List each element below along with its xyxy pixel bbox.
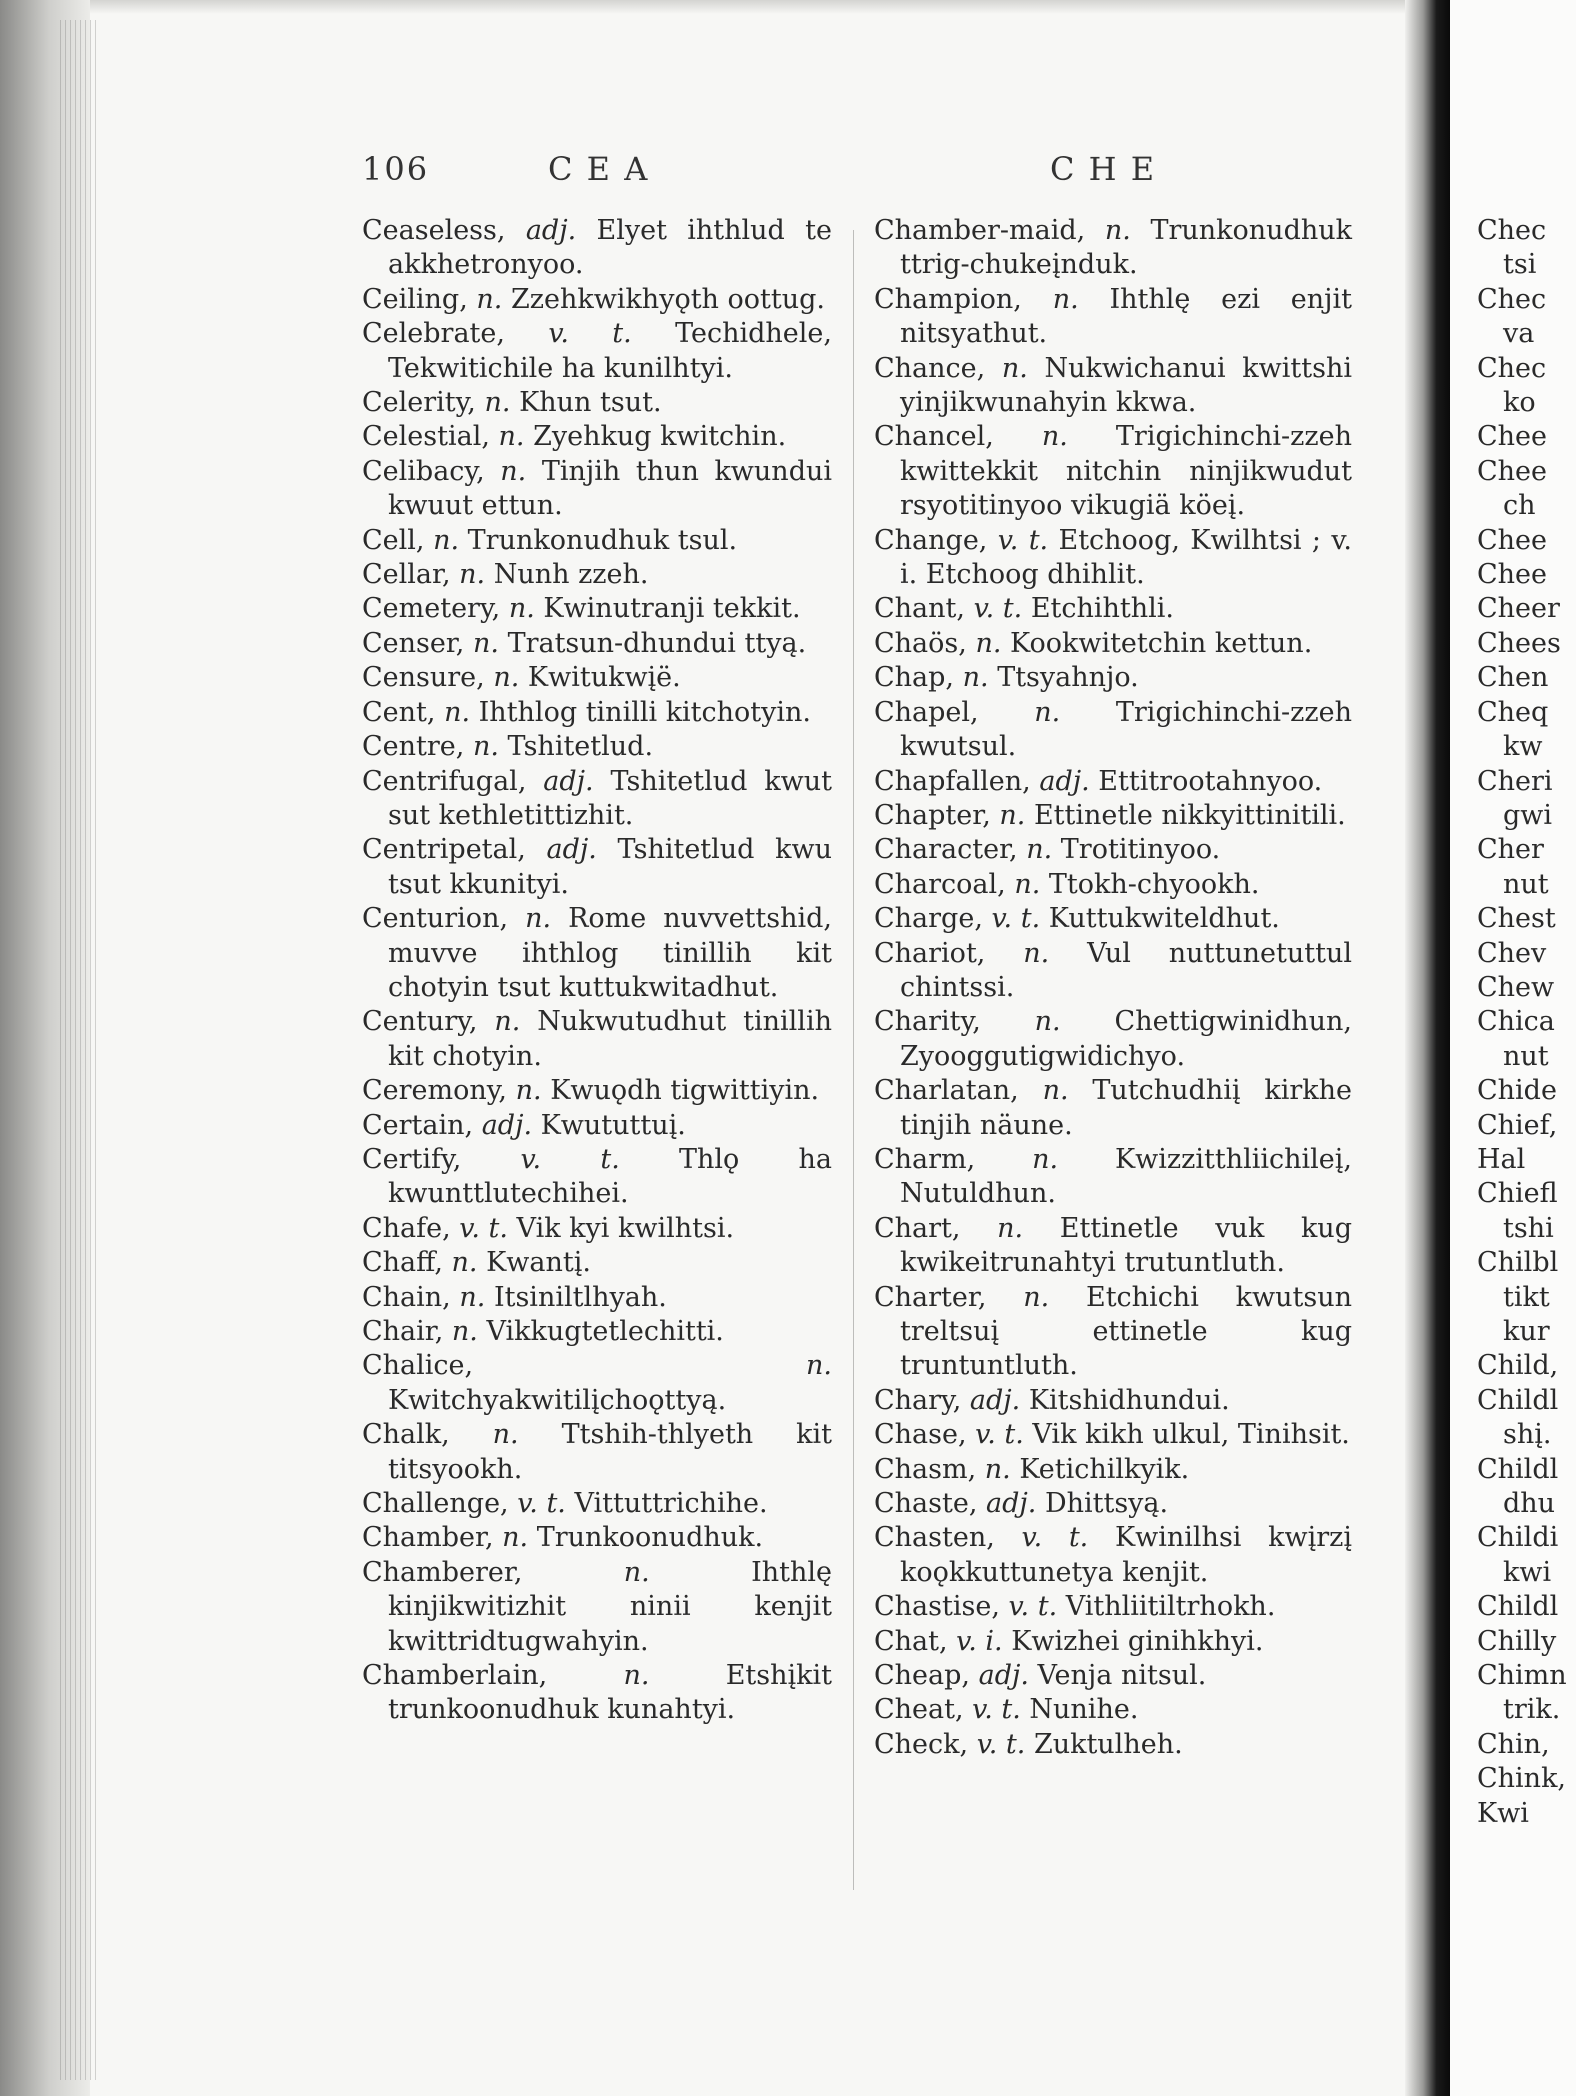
entry-headword: Champion, xyxy=(874,283,1022,315)
entry-fragment: Chec xyxy=(1477,283,1547,315)
entry-definition: Nunihe. xyxy=(1029,1694,1139,1726)
entry-part-of-speech: n. xyxy=(459,559,486,591)
entry-part-of-speech: v. t. xyxy=(997,524,1049,556)
entry-definition: Ettinetle nikkyittinitili. xyxy=(1033,799,1346,831)
entry-headword: Cent, xyxy=(362,696,436,728)
dictionary-entry xyxy=(874,902,1352,936)
entry-part-of-speech: n. xyxy=(1104,215,1131,246)
entry-definition: Elyet ihthlud te akkhetronyoo. xyxy=(388,215,832,281)
entry-part-of-speech: n. xyxy=(484,387,511,419)
dictionary-entry xyxy=(362,1487,832,1521)
entry-definition: Kitshidhundui. xyxy=(1028,1384,1230,1416)
entry-part-of-speech: v. t. xyxy=(459,1212,508,1244)
entry-part-of-speech: adj. xyxy=(1039,765,1090,797)
dictionary-entry xyxy=(874,1074,1352,1143)
entry-part-of-speech: v. t. xyxy=(1021,1522,1089,1554)
entry-definition: Trigichinchi-zzeh kwittekkit nitchin ninjikwudut rsyotitinyoo vikugiä köeį. xyxy=(900,421,1352,522)
entry-part-of-speech: n. xyxy=(525,903,552,935)
entry-fragment: Hal xyxy=(1477,1143,1526,1175)
entry-fragment: Chec xyxy=(1477,215,1547,246)
entry-headword: Celestial, xyxy=(362,421,490,453)
entry-definition: Ttokh-chyookh. xyxy=(1048,868,1260,900)
entry-fragment: Chiefl xyxy=(1477,1178,1558,1210)
dictionary-entry xyxy=(874,765,1352,799)
dictionary-entry xyxy=(362,558,832,592)
entry-definition: Kwinutranji tekkit. xyxy=(543,593,801,625)
entry-fragment: Chee xyxy=(1477,421,1548,453)
entry-fragment: Chen xyxy=(1477,662,1549,694)
entry-part-of-speech: adj. xyxy=(543,765,594,797)
entry-fragment: Chev xyxy=(1477,937,1547,969)
dictionary-entry xyxy=(362,627,832,661)
entry-definition: Kookwitetchin kettun. xyxy=(1010,627,1313,659)
entry-definition: Techidhele, Tekwitichile ha kunilhtyi. xyxy=(388,318,832,384)
dictionary-entry xyxy=(874,1005,1352,1074)
dictionary-entry xyxy=(874,1728,1352,1762)
entry-headword: Charcoal, xyxy=(874,868,1006,900)
entry-definition: Venja nitsul. xyxy=(1037,1660,1207,1692)
entry-fragment: Kwi xyxy=(1477,1797,1529,1829)
entry-headword: Chaff, xyxy=(362,1247,443,1279)
entry-part-of-speech: n. xyxy=(1034,696,1061,728)
entry-headword: Chart, xyxy=(874,1212,961,1244)
dictionary-entry xyxy=(874,283,1352,352)
dictionary-entry xyxy=(874,1659,1352,1693)
entry-part-of-speech: v. t. xyxy=(973,593,1023,625)
right-page-fragment-column xyxy=(1477,214,1576,1831)
entry-part-of-speech: n. xyxy=(623,1556,650,1588)
entry-definition: Kwizhei ginihkhyi. xyxy=(1011,1625,1264,1657)
entry-definition: Vikkugtetlechitti. xyxy=(486,1316,724,1347)
entry-part-of-speech: n. xyxy=(451,1316,478,1347)
dictionary-entry xyxy=(362,317,832,386)
entry-headword: Charlatan, xyxy=(874,1075,1019,1107)
entry-definition: Ttshih-thlyeth kit titsyookh. xyxy=(388,1419,832,1485)
dictionary-entry xyxy=(362,902,832,1005)
entry-headword: Censure, xyxy=(362,662,485,694)
entry-fragment: Chee xyxy=(1477,559,1548,591)
entry-headword: Chase, xyxy=(874,1419,967,1451)
dictionary-entry xyxy=(874,524,1352,593)
entry-definition: Etchoog, Kwilhtsi ; v. i. Etchoog dhihlit. xyxy=(900,524,1352,591)
dictionary-entry xyxy=(362,765,832,834)
entry-part-of-speech: n. xyxy=(500,455,527,487)
entry-definition: Vithliitiltrhokh. xyxy=(1065,1591,1276,1623)
entry-headword: Chance, xyxy=(874,352,986,384)
entry-fragment: nut xyxy=(1503,1040,1549,1072)
entry-definition: Ihthlog tinilli kitchotyin. xyxy=(478,696,812,728)
entry-part-of-speech: n. xyxy=(459,1281,486,1313)
entry-headword: Chaste, xyxy=(874,1488,978,1520)
dictionary-entry xyxy=(362,1556,832,1659)
entry-headword: Chamber, xyxy=(362,1522,494,1554)
dictionary-entry xyxy=(362,1521,832,1555)
entry-fragment: Childl xyxy=(1477,1384,1559,1416)
entry-headword: Chaös, xyxy=(874,627,967,659)
entry-headword: Cemetery, xyxy=(362,593,501,625)
entry-part-of-speech: n. xyxy=(1023,937,1050,969)
entry-part-of-speech: n. xyxy=(1034,1006,1061,1038)
dictionary-entry xyxy=(362,1418,832,1487)
entry-definition: Kwinilhsi kwįrzį koǫkkuttunetya kenjit. xyxy=(900,1522,1353,1588)
entry-headword: Centrifugal, xyxy=(362,765,527,797)
entry-part-of-speech: v. t. xyxy=(520,1143,620,1175)
entry-part-of-speech: n. xyxy=(1041,421,1068,453)
entry-part-of-speech: n. xyxy=(1023,1281,1050,1313)
dictionary-entry xyxy=(362,730,832,764)
entry-definition: Ketichilkyik. xyxy=(1019,1453,1190,1485)
entry-definition: Kwizzitthliichileį, Nutuldhun. xyxy=(900,1143,1352,1210)
entry-headword: Chapel, xyxy=(874,696,979,728)
page-number: 106 xyxy=(362,150,430,188)
dictionary-entry xyxy=(362,1005,832,1074)
entry-definition: Thlǫ ha kwunttlutechihei. xyxy=(388,1143,832,1210)
entry-headword: Centurion, xyxy=(362,903,509,935)
entry-definition: Trunkoonudhuk. xyxy=(536,1522,764,1554)
entry-headword: Cell, xyxy=(362,524,425,556)
entry-headword: Century, xyxy=(362,1006,478,1038)
entry-headword: Centre, xyxy=(362,731,465,763)
entry-headword: Challenge, xyxy=(362,1488,509,1520)
entry-headword: Chasten, xyxy=(874,1522,995,1554)
dictionary-entry xyxy=(362,455,832,524)
entry-part-of-speech: n. xyxy=(515,1075,542,1107)
entry-fragment: Chec xyxy=(1477,352,1547,384)
entry-part-of-speech: n. xyxy=(451,1247,478,1279)
page-stack-edges xyxy=(60,20,100,2080)
dictionary-entry xyxy=(362,661,832,695)
entry-part-of-speech: n. xyxy=(508,593,535,625)
dictionary-entry xyxy=(874,1418,1352,1452)
entry-part-of-speech: v. t. xyxy=(991,903,1041,935)
entry-definition: Trigichinchi-zzeh kwutsul. xyxy=(900,696,1352,763)
entry-definition: Zuktulheh. xyxy=(1033,1728,1183,1760)
entry-part-of-speech: v. t. xyxy=(975,1419,1024,1451)
dictionary-entry xyxy=(362,420,832,454)
entry-part-of-speech: n. xyxy=(498,421,525,453)
entry-fragment: Cheri xyxy=(1477,765,1553,797)
entry-definition: Ettitrootahnyoo. xyxy=(1098,765,1323,797)
dictionary-entry xyxy=(362,592,832,626)
dictionary-entry xyxy=(362,1349,832,1418)
entry-part-of-speech: n. xyxy=(476,283,503,315)
dictionary-entry xyxy=(874,799,1352,833)
entry-fragment: Chew xyxy=(1477,971,1555,1003)
entry-fragment: nut xyxy=(1503,868,1549,900)
entry-definition: Ettinetle vuk kug kwikeitrunahtyi trutuntluth. xyxy=(900,1212,1352,1279)
entry-definition: Vik kyi kwilhtsi. xyxy=(516,1212,735,1244)
dictionary-entry xyxy=(874,868,1352,902)
entry-definition: Itsiniltlhyah. xyxy=(493,1281,667,1313)
dictionary-entry xyxy=(874,696,1352,765)
entry-definition: Kwitchyakwitilįchoǫttyą. xyxy=(388,1384,727,1416)
entry-headword: Ceremony, xyxy=(362,1075,508,1107)
entry-headword: Centripetal, xyxy=(362,834,526,866)
dictionary-entry xyxy=(362,283,832,317)
entry-headword: Chafe, xyxy=(362,1212,451,1244)
entry-fragment: Cher xyxy=(1477,834,1544,866)
entry-part-of-speech: n. xyxy=(1052,283,1079,315)
entry-part-of-speech: n. xyxy=(623,1660,650,1692)
dictionary-entry xyxy=(362,1315,832,1349)
entry-definition: Vik kikh ulkul, Tinihsit. xyxy=(1032,1419,1350,1451)
entry-part-of-speech: n. xyxy=(494,1006,521,1038)
entry-fragment: gwi xyxy=(1503,799,1553,831)
entry-headword: Charge, xyxy=(874,903,983,935)
entry-fragment: Chee xyxy=(1477,455,1548,487)
entry-fragment: trik. xyxy=(1503,1694,1561,1726)
entry-definition: Ttsyahnjo. xyxy=(997,662,1139,694)
entry-part-of-speech: v. t. xyxy=(976,1728,1026,1760)
entry-headword: Chasm, xyxy=(874,1453,977,1485)
entry-headword: Character, xyxy=(874,834,1018,866)
entry-headword: Chapfallen, xyxy=(874,765,1031,797)
dictionary-entry xyxy=(874,214,1352,283)
entry-definition: Trunkonudhuk tsul. xyxy=(467,524,738,556)
column-divider xyxy=(853,230,854,1890)
entry-fragment: kwi xyxy=(1503,1556,1552,1588)
entry-part-of-speech: adj. xyxy=(978,1660,1029,1692)
entry-definition: Trunkonudhuk ttrig-chukeįnduk. xyxy=(900,215,1352,281)
entry-part-of-speech: n. xyxy=(984,1453,1011,1485)
entry-headword: Chant, xyxy=(874,593,965,625)
entry-part-of-speech: n. xyxy=(472,627,499,659)
entry-headword: Chalice, xyxy=(362,1350,474,1382)
entry-headword: Charter, xyxy=(874,1281,987,1313)
entry-part-of-speech: v. t. xyxy=(548,318,632,350)
dictionary-entry xyxy=(362,1109,832,1143)
dictionary-entry xyxy=(874,592,1352,626)
entry-headword: Chain, xyxy=(362,1281,451,1313)
dictionary-entry xyxy=(362,524,832,558)
entry-definition: Vul nuttunetuttul chintssi. xyxy=(900,937,1352,1003)
entry-definition: Etshįkit trunkoonudhuk kunahtyi. xyxy=(388,1660,832,1726)
entry-definition: Tshitetlud kwut sut kethletittizhit. xyxy=(388,765,832,831)
entry-headword: Censer, xyxy=(362,627,465,659)
page-top-shadow xyxy=(0,0,1425,14)
entry-part-of-speech: n. xyxy=(1042,1075,1069,1107)
dictionary-entry xyxy=(874,1212,1352,1281)
entry-fragment: va xyxy=(1503,318,1535,350)
entry-fragment: Cheer xyxy=(1477,593,1560,625)
entry-definition: Khun tsut. xyxy=(519,387,662,419)
middle-dictionary-column xyxy=(874,214,1352,1762)
entry-part-of-speech: v. t. xyxy=(972,1694,1021,1726)
entry-fragment: Chief, xyxy=(1477,1109,1558,1141)
entry-headword: Charity, xyxy=(874,1006,981,1038)
entry-definition: Tshitetlud kwu tsut kkunityi. xyxy=(388,834,832,900)
entry-part-of-speech: n. xyxy=(444,696,471,728)
entry-part-of-speech: n. xyxy=(492,1419,519,1451)
dictionary-entry xyxy=(874,1625,1352,1659)
entry-definition: Vittuttrichihe. xyxy=(574,1488,768,1520)
entry-part-of-speech: n. xyxy=(806,1350,832,1382)
dictionary-entry xyxy=(362,1212,832,1246)
dictionary-entry xyxy=(874,661,1352,695)
entry-headword: Chariot, xyxy=(874,937,986,969)
dictionary-entry xyxy=(874,1521,1352,1590)
entry-headword: Chamber-maid, xyxy=(874,215,1086,246)
entry-definition: Kwuǫdh tigwittiyin. xyxy=(550,1075,820,1107)
entry-definition: Etchichi kwutsun treltsuį ettinetle kug truntuntluth. xyxy=(900,1281,1352,1382)
entry-fragment: Chin, xyxy=(1477,1728,1550,1760)
entry-part-of-speech: adj. xyxy=(481,1109,533,1141)
entry-part-of-speech: n. xyxy=(962,662,989,694)
entry-fragment: shį. xyxy=(1503,1419,1552,1451)
entry-fragment: Chimn xyxy=(1477,1660,1567,1692)
entry-headword: Chapter, xyxy=(874,799,991,831)
entry-headword: Cellar, xyxy=(362,559,451,591)
entry-definition: Zzehkwikhyǫth oottug. xyxy=(510,283,825,315)
dictionary-entry xyxy=(362,833,832,902)
entry-headword: Ceiling, xyxy=(362,283,468,315)
entry-definition: Dhittsyą. xyxy=(1044,1488,1169,1520)
entry-part-of-speech: n. xyxy=(472,731,499,763)
entry-headword: Check, xyxy=(874,1728,969,1760)
dictionary-entry xyxy=(874,1281,1352,1384)
entry-headword: Celibacy, xyxy=(362,455,485,487)
entry-definition: Chettigwinidhun, Zyooggutigwidichyo. xyxy=(900,1006,1352,1072)
entry-headword: Cheap, xyxy=(874,1660,970,1692)
entry-part-of-speech: n. xyxy=(433,524,460,556)
center-guide-word: C H E xyxy=(1050,150,1157,188)
entry-headword: Chamberlain, xyxy=(362,1660,548,1692)
dictionary-entry xyxy=(362,386,832,420)
entry-fragment: Chica xyxy=(1477,1006,1555,1038)
entry-definition: Ihthlę ezi enjit nitsyathut. xyxy=(900,283,1352,350)
entry-fragment: tshi xyxy=(1503,1212,1554,1244)
dictionary-entry xyxy=(874,937,1352,1006)
entry-headword: Chastise, xyxy=(874,1591,1000,1623)
entry-fragment: kur xyxy=(1503,1316,1550,1347)
entry-fragment: tsi xyxy=(1503,249,1537,281)
dictionary-entry xyxy=(362,1246,832,1280)
entry-fragment: Child, xyxy=(1477,1350,1559,1382)
dictionary-entry xyxy=(874,1590,1352,1624)
entry-part-of-speech: adj. xyxy=(525,215,577,246)
dictionary-entry xyxy=(362,1659,832,1728)
entry-fragment: ch xyxy=(1503,490,1536,522)
dictionary-entry xyxy=(874,1143,1352,1212)
entry-headword: Chamberer, xyxy=(362,1556,523,1588)
entry-fragment: Childl xyxy=(1477,1591,1559,1623)
entry-headword: Certify, xyxy=(362,1143,462,1175)
entry-fragment: Childl xyxy=(1477,1453,1559,1485)
dictionary-entry xyxy=(874,627,1352,661)
entry-fragment: Cheq xyxy=(1477,696,1549,728)
entry-fragment: Chilbl xyxy=(1477,1247,1559,1279)
entry-part-of-speech: n. xyxy=(975,627,1002,659)
entry-definition: Kwututtuį. xyxy=(540,1109,686,1141)
entry-definition: Tutchudhiį kirkhe tinjih näune. xyxy=(900,1075,1352,1141)
entry-headword: Celerity, xyxy=(362,387,476,419)
entry-definition: Nukwutudhut tinillih kit chotyin. xyxy=(388,1006,832,1072)
dictionary-entry xyxy=(874,1384,1352,1418)
entry-part-of-speech: n. xyxy=(997,1212,1024,1244)
entry-definition: Tinjih thun kwundui kwuut ettun. xyxy=(388,455,833,522)
entry-definition: Nukwichanui kwittshi yinjikwunahyin kkwa. xyxy=(900,352,1352,419)
entry-headword: Celebrate, xyxy=(362,318,505,350)
entry-part-of-speech: adj. xyxy=(546,834,597,866)
entry-headword: Chalk, xyxy=(362,1419,450,1451)
dictionary-entry xyxy=(362,696,832,730)
entry-fragment: ko xyxy=(1503,387,1536,419)
entry-definition: Trotitinyoo. xyxy=(1060,834,1221,866)
dictionary-entry xyxy=(874,1693,1352,1727)
entry-part-of-speech: n. xyxy=(1001,352,1028,384)
dictionary-entry xyxy=(874,1487,1352,1521)
entry-part-of-speech: n. xyxy=(1014,868,1041,900)
entry-definition: Ihthlę kinjikwitizhit ninii kenjit kwittridtugwahyin. xyxy=(388,1556,832,1657)
entry-definition: Tratsun-dhundui ttyą. xyxy=(507,627,807,659)
entry-headword: Chair, xyxy=(362,1316,444,1347)
entry-definition: Tshitetlud. xyxy=(507,731,654,763)
left-guide-word: C E A xyxy=(548,150,650,188)
entry-part-of-speech: adj. xyxy=(986,1488,1037,1520)
entry-fragment: Chilly xyxy=(1477,1625,1557,1657)
book-gutter-shadow xyxy=(1405,0,1450,2096)
entry-definition: Rome nuvvettshid, muvve ihthlog tinillih kit chotyin tsut kuttukwitadhut. xyxy=(388,903,832,1003)
entry-fragment: kw xyxy=(1503,731,1543,763)
dictionary-entry xyxy=(874,833,1352,867)
entry-part-of-speech: n. xyxy=(1032,1143,1059,1175)
dictionary-entry xyxy=(874,420,1352,523)
entry-definition: Nunh zzeh. xyxy=(493,559,649,591)
entry-fragment: tikt xyxy=(1503,1281,1550,1313)
entry-headword: Chancel, xyxy=(874,421,994,453)
entry-definition: Kwantį. xyxy=(486,1247,591,1279)
dictionary-entry xyxy=(874,352,1352,421)
entry-definition: Zyehkug kwitchin. xyxy=(533,421,787,453)
entry-headword: Chat, xyxy=(874,1625,948,1657)
dictionary-entry xyxy=(874,1453,1352,1487)
entry-part-of-speech: v. i. xyxy=(956,1625,1003,1657)
entry-part-of-speech: n. xyxy=(493,662,520,694)
entry-fragment: Chees xyxy=(1477,627,1561,659)
entry-part-of-speech: v. t. xyxy=(517,1488,566,1520)
entry-headword: Cheat, xyxy=(874,1694,964,1726)
entry-headword: Certain, xyxy=(362,1109,474,1141)
dictionary-entry xyxy=(362,1074,832,1108)
entry-part-of-speech: n. xyxy=(999,799,1026,831)
entry-fragment: Chide xyxy=(1477,1075,1557,1107)
entry-fragment: Chink, xyxy=(1477,1763,1567,1795)
entry-definition: Kuttukwiteldhut. xyxy=(1048,903,1280,935)
entry-part-of-speech: n. xyxy=(502,1522,529,1554)
dictionary-entry xyxy=(362,214,832,283)
entry-fragment: Childi xyxy=(1477,1522,1559,1554)
entry-part-of-speech: n. xyxy=(1026,834,1053,866)
left-dictionary-column xyxy=(362,214,832,1728)
entry-headword: Chap, xyxy=(874,662,955,694)
dictionary-entry xyxy=(362,1281,832,1315)
entry-definition: Etchihthli. xyxy=(1030,593,1174,625)
entry-definition: Kwitukwįë. xyxy=(527,662,681,694)
entry-headword: Ceaseless, xyxy=(362,215,506,246)
dictionary-entry xyxy=(362,1143,832,1212)
entry-headword: Chary, xyxy=(874,1384,962,1416)
entry-part-of-speech: adj. xyxy=(969,1384,1021,1416)
entry-part-of-speech: v. t. xyxy=(1008,1591,1058,1623)
entry-fragment: Chest xyxy=(1477,903,1556,935)
entry-headword: Change, xyxy=(874,524,988,556)
entry-fragment: Chee xyxy=(1477,524,1548,556)
entry-fragment: dhu xyxy=(1503,1488,1556,1520)
entry-headword: Charm, xyxy=(874,1143,976,1175)
